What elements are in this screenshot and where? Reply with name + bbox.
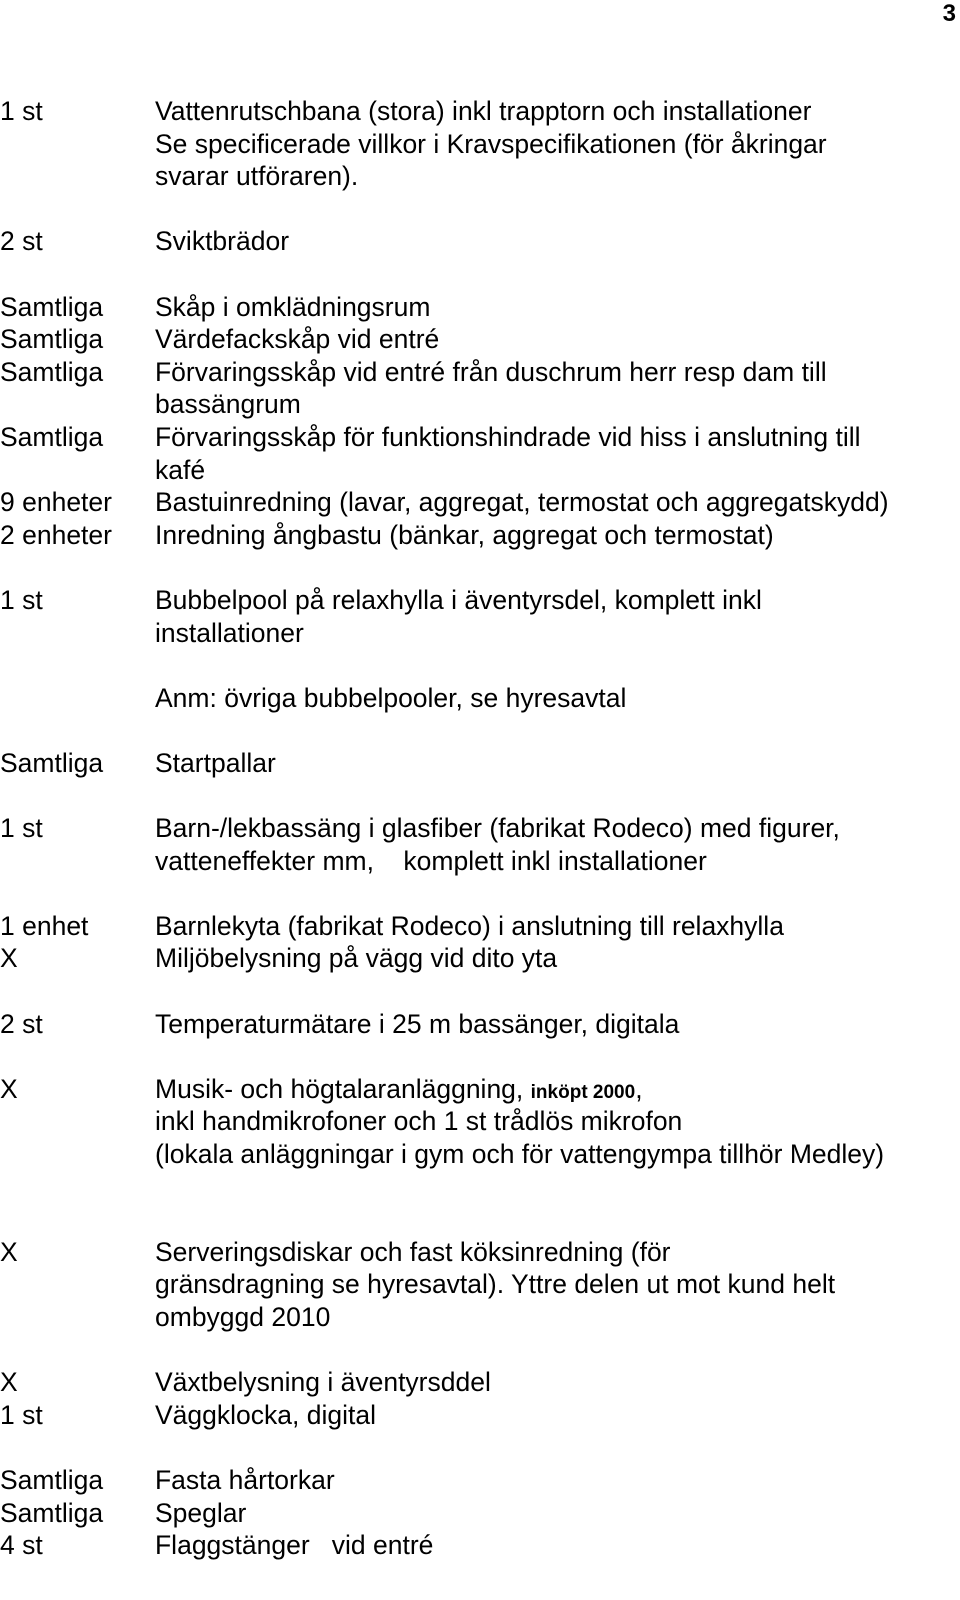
note-item [0, 682, 960, 715]
list-item [0, 519, 960, 552]
description-line: Serveringsdiskar och fast köksinredning (för [155, 1236, 671, 1267]
item-description [155, 1399, 960, 1432]
description-line: Fasta hårtorkar [155, 1464, 335, 1495]
item-quantity: 9 enheter [0, 487, 112, 518]
item-description [155, 95, 960, 193]
description-line: ombyggd 2010 [155, 1301, 331, 1332]
item-quantity: Samtliga [0, 1497, 104, 1528]
description-line: Vattenrutschbana (stora) inkl trapptorn och installationer [155, 96, 812, 126]
item-description [155, 1464, 960, 1497]
description-punctuation: , [635, 1073, 643, 1104]
description-line: svarar utföraren). [155, 161, 359, 192]
list-item [0, 747, 960, 780]
item-description [155, 1497, 960, 1530]
item-description [155, 910, 960, 943]
description-line: Se specificerade villkor i Kravspecifikationen (för åkringar [155, 128, 827, 159]
description-line: vatteneffekter mm, komplett inkl installationer [155, 845, 707, 876]
item-quantity: Samtliga [0, 356, 104, 387]
description-line: Flaggstänger vid entré [155, 1530, 434, 1561]
item-description [155, 1529, 960, 1562]
item-description [155, 486, 960, 519]
note-line: Anm: övriga bubbelpooler, se hyresavtal [155, 682, 627, 713]
description-line: inkl handmikrofoner och 1 st trådlös mikrofon [155, 1106, 683, 1137]
list-item [0, 942, 960, 975]
item-quantity: X [0, 1367, 18, 1398]
item-description [155, 1366, 960, 1399]
item-description [155, 1073, 960, 1171]
list-item [0, 812, 960, 877]
description-line: Sviktbrädor [155, 226, 290, 257]
description-line: Väggklocka, digital [155, 1399, 376, 1430]
list-item [0, 95, 960, 193]
list-item [0, 291, 960, 324]
item-quantity: 1 st [0, 813, 43, 844]
description-line: Skåp i omklädningsrum [155, 291, 431, 322]
description-line: installationer [155, 617, 304, 648]
item-quantity: Samtliga [0, 1464, 104, 1495]
equipment-list [0, 95, 960, 1562]
item-description [155, 1008, 960, 1041]
description-line: Förvaringsskåp för funktionshindrade vid hiss i anslutning till [155, 421, 861, 452]
item-quantity: Samtliga [0, 747, 104, 778]
item-description [155, 812, 960, 877]
list-item [0, 1073, 960, 1171]
item-description [155, 682, 960, 715]
purchase-year-note: inköpt 2000 [530, 1081, 636, 1103]
list-item [0, 1366, 960, 1399]
item-quantity: 1 enhet [0, 910, 89, 941]
list-item [0, 323, 960, 356]
item-quantity: X [0, 1073, 18, 1104]
item-quantity: 2 enheter [0, 519, 112, 550]
description-line: (lokala anläggningar i gym och för vattengympa tillhör Medley) [155, 1139, 885, 1169]
description-line: Startpallar [155, 747, 276, 778]
item-description [155, 323, 960, 356]
list-item [0, 1399, 960, 1432]
list-item [0, 1497, 960, 1530]
item-quantity: 2 st [0, 1008, 43, 1039]
item-description [155, 747, 960, 780]
item-quantity: Samtliga [0, 421, 104, 452]
description-line: Bubbelpool på relaxhylla i äventyrsdel, komplett inkl [155, 584, 762, 615]
item-quantity: 2 st [0, 226, 43, 257]
item-quantity: 1 st [0, 1399, 43, 1430]
description-line: gränsdragning se hyresavtal). Yttre delen ut mot kund helt [155, 1269, 836, 1300]
description-text: Musik- och högtalaranläggning, [155, 1073, 531, 1104]
item-description [155, 1236, 960, 1334]
item-quantity: 4 st [0, 1530, 43, 1561]
list-item [0, 356, 960, 421]
item-description [155, 519, 960, 552]
list-item [0, 1008, 960, 1041]
item-description [155, 584, 960, 649]
item-description [155, 942, 960, 975]
item-quantity: X [0, 1236, 18, 1267]
list-item [0, 486, 960, 519]
item-description [155, 421, 960, 486]
item-quantity: Samtliga [0, 324, 104, 355]
description-line: Växtbelysning i äventyrsddel [155, 1367, 491, 1398]
list-item [0, 910, 960, 943]
item-quantity: X [0, 943, 18, 974]
description-line: bassängrum [155, 389, 301, 420]
list-item [0, 1236, 960, 1334]
list-item [0, 421, 960, 486]
list-item [0, 1529, 960, 1562]
description-line [155, 1073, 960, 1106]
item-description [155, 356, 960, 421]
description-line: Miljöbelysning på vägg vid dito yta [155, 943, 558, 974]
description-line: Förvaringsskåp vid entré från duschrum herr resp dam till [155, 356, 827, 387]
description-line: Bastuinredning (lavar, aggregat, termostat och aggregatskydd) [155, 487, 889, 518]
list-item [0, 225, 960, 258]
item-quantity: 1 st [0, 584, 43, 615]
item-description [155, 225, 960, 258]
description-line: Speglar [155, 1497, 247, 1528]
page-number: 3 [942, 0, 956, 27]
description-line: Barnlekyta (fabrikat Rodeco) i anslutning till relaxhylla [155, 910, 784, 941]
item-quantity [0, 682, 155, 715]
list-item [0, 1464, 960, 1497]
description-line: Inredning ångbastu (bänkar, aggregat och termostat) [155, 519, 774, 550]
description-line: Värdefackskåp vid entré [155, 324, 440, 355]
description-line: Temperaturmätare i 25 m bassänger, digitala [155, 1008, 680, 1039]
item-quantity: 1 st [0, 96, 43, 126]
description-line: Barn-/lekbassäng i glasfiber (fabrikat Rodeco) med figurer, [155, 813, 840, 844]
list-item [0, 584, 960, 649]
item-description [155, 291, 960, 324]
item-quantity: Samtliga [0, 291, 104, 322]
description-line: kafé [155, 454, 206, 485]
